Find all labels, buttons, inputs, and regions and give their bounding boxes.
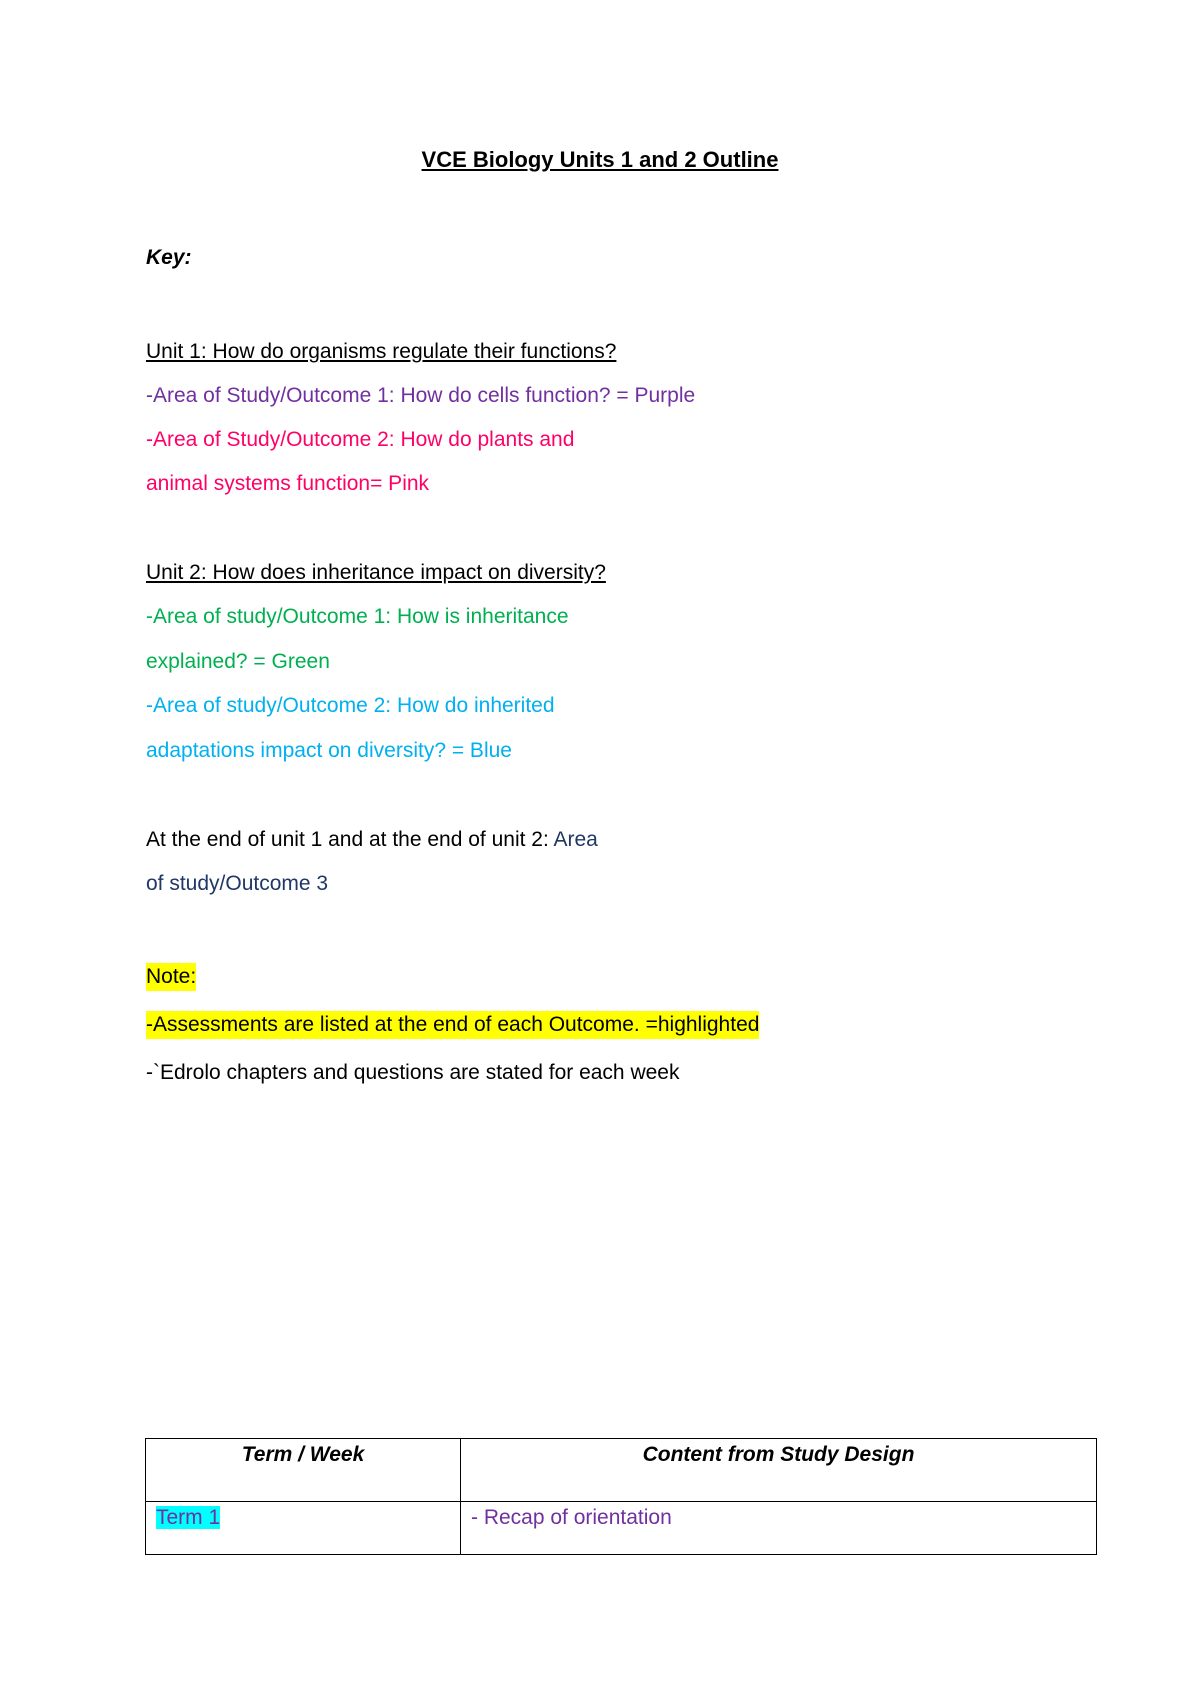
header-term-week: Term / Week [146,1439,461,1502]
outcome3-line1 [146,826,598,854]
unit2-heading: Unit 2: How does inheritance impact on diversity? [146,561,606,584]
unit1-outcome2-line1: -Area of Study/Outcome 2: How do plants and [146,428,575,451]
term-label: Term 1 [156,1506,221,1529]
note-label: Note: [146,963,196,991]
unit2-outcome2-line2: adaptations impact on diversity? = Blue [146,739,512,762]
outcome3-area: Area [553,828,598,851]
unit2-outcome1-line1: -Area of study/Outcome 1: How is inheritance [146,605,569,628]
key-label: Key: [146,246,192,269]
schedule-table [145,1438,1097,1555]
unit2-outcome2-line1: -Area of study/Outcome 2: How do inherited [146,694,555,717]
outcome3-prefix: At the end of unit 1 and at the end of unit 2: [146,828,554,851]
table-header-row [146,1439,1097,1502]
unit2-outcome1-line2: explained? = Green [146,650,330,673]
outcome3-line2: of study/Outcome 3 [146,872,329,895]
document-title: VCE Biology Units 1 and 2 Outline [421,147,779,172]
term-cell [146,1502,461,1555]
header-content: Content from Study Design [461,1439,1097,1502]
unit1-outcome1: -Area of Study/Outcome 1: How do cells function? = Purple [146,384,696,407]
unit1-heading: Unit 1: How do organisms regulate their functions? [146,340,617,363]
table-row [146,1502,1097,1555]
note-assessments: -Assessments are listed at the end of each Outcome. =highlighted [146,1011,759,1039]
note-edrolo: -`Edrolo chapters and questions are stated for each week [146,1061,680,1084]
content-cell: - Recap of orientation [461,1502,1097,1555]
note-label-line [146,963,196,991]
unit1-outcome2-line2: animal systems function= Pink [146,472,430,495]
note-assessments-line [146,1011,759,1039]
